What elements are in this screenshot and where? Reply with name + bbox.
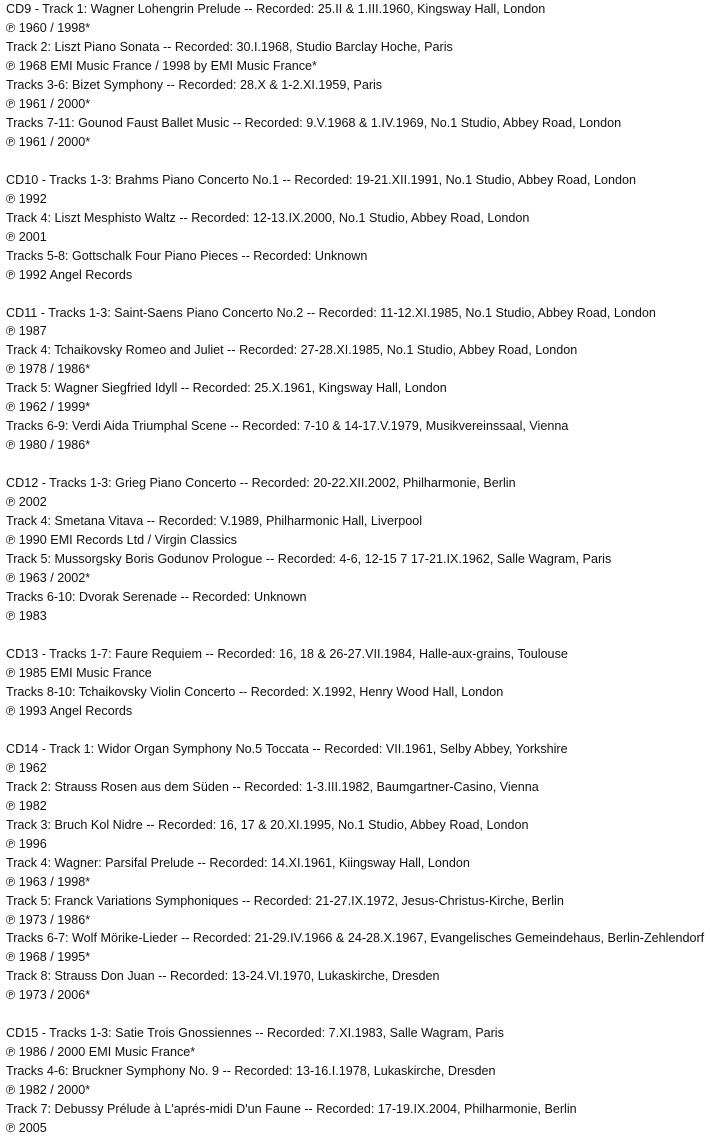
- track-line: CD9 - Track 1: Wagner Lohengrin Prelude -- Recorded: 25.II & 1.III.1960, Kingsway Hall, London: [6, 2, 546, 16]
- copyright-line: ℗ 1973 / 2006*: [6, 988, 91, 1003]
- disc-block-cd12: [6, 474, 710, 626]
- track-line: Tracks 4-6: Bruckner Symphony No. 9 -- Recorded: 13-16.I.1978, Lukaskirche, Dresden: [6, 1064, 496, 1079]
- track-line: Tracks 7-11: Gounod Faust Ballet Music -- Recorded: 9.V.1968 & 1.IV.1969, No.1 Studio, Abbey Road, London: [6, 115, 622, 130]
- copyright-line: ℗ 1985 EMI Music France: [6, 665, 152, 680]
- track-line: Track 4: Wagner: Parsifal Prelude -- Recorded: 14.XI.1961, Kiingsway Hall, London: [6, 855, 470, 870]
- track-line: Tracks 5-8: Gottschalk Four Piano Pieces -- Recorded: Unknown: [6, 248, 368, 263]
- copyright-line: ℗ 1963 / 1998*: [6, 874, 91, 889]
- track-line: Track 5: Wagner Siegfried Idyll -- Recorded: 25.X.1961, Kingsway Hall, London: [6, 381, 447, 396]
- disc-block-cd10: [6, 171, 710, 285]
- copyright-line: ℗ 2001: [6, 229, 47, 244]
- copyright-line: ℗ 1980 / 1986*: [6, 438, 91, 453]
- track-line: Track 7: Debussy Prélude à L'aprés-midi D'un Faune -- Recorded: 17-19.IX.2004, Philharmonie, Berlin: [6, 1102, 577, 1117]
- track-line: Tracks 6-10: Dvorak Serenade -- Recorded: Unknown: [6, 590, 307, 605]
- track-line: Tracks 6-7: Wolf Mörike-Lieder -- Recorded: 21-29.IV.1966 & 24-28.X.1967, Evangelisches Gemeindehaus, Berlin-Zehlendorf: [6, 931, 705, 946]
- track-line: CD13 - Tracks 1-7: Faure Requiem -- Recorded: 16, 18 & 26-27.VII.1984, Halle-aux-grains, Toulouse: [6, 646, 568, 661]
- copyright-line: ℗ 1982: [6, 798, 47, 813]
- copyright-line: ℗ 1962 / 1999*: [6, 400, 91, 415]
- track-line: Tracks 6-9: Verdi Aida Triumphal Scene -- Recorded: 7-10 & 14-17.V.1979, Musikvereinssaal, Vienna: [6, 419, 569, 434]
- copyright-line: ℗ 1962: [6, 760, 47, 775]
- copyright-line: ℗ 1963 / 2002*: [6, 571, 91, 586]
- track-line: Track 5: Mussorgsky Boris Godunov Prologue -- Recorded: 4-6, 12-15 7 17-21.IX.1962, Salle Wagram, Paris: [6, 552, 612, 567]
- copyright-line: ℗ 1990 EMI Records Ltd / Virgin Classics: [6, 533, 237, 548]
- track-listing: [6, 0, 710, 1138]
- track-line: Track 4: Tchaikovsky Romeo and Juliet -- Recorded: 27-28.XI.1985, No.1 Studio, Abbey Road, London: [6, 343, 578, 358]
- copyright-line: ℗ 1987: [6, 324, 47, 339]
- track-line: CD15 - Tracks 1-3: Satie Trois Gnossiennes -- Recorded: 7.XI.1983, Salle Wagram, Paris: [6, 1026, 504, 1041]
- copyright-line: ℗ 1982 / 2000*: [6, 1083, 91, 1098]
- track-line: CD10 - Tracks 1-3: Brahms Piano Concerto No.1 -- Recorded: 19-21.XII.1991, No.1 Studio, Abbey Road, London: [6, 172, 637, 187]
- copyright-line: ℗ 1960 / 1998*: [6, 20, 91, 35]
- copyright-line: ℗ 1961 / 2000*: [6, 134, 91, 149]
- disc-block-cd13: [6, 645, 710, 721]
- copyright-line: ℗ 1992 Angel Records: [6, 267, 133, 282]
- track-line: CD12 - Tracks 1-3: Grieg Piano Concerto -- Recorded: 20-22.XII.2002, Philharmonie, Berlin: [6, 476, 516, 491]
- track-line: Track 2: Strauss Rosen aus dem Süden -- Recorded: 1-3.III.1982, Baumgartner-Casino, Vienna: [6, 779, 539, 794]
- copyright-line: ℗ 1996: [6, 836, 47, 851]
- track-line: Tracks 8-10: Tchaikovsky Violin Concerto -- Recorded: X.1992, Henry Wood Hall, London: [6, 684, 504, 699]
- disc-block-cd9: [6, 0, 710, 152]
- track-line: CD11 - Tracks 1-3: Saint-Saens Piano Concerto No.2 -- Recorded: 11-12.XI.1985, No.1 Studio, Abbey Road, London: [6, 305, 656, 320]
- track-line: Track 2: Liszt Piano Sonata -- Recorded: 30.I.1968, Studio Barclay Hoche, Paris: [6, 39, 453, 54]
- track-line: Track 3: Bruch Kol Nidre -- Recorded: 16, 17 & 20.XI.1995, No.1 Studio, Abbey Road, London: [6, 817, 529, 832]
- copyright-line: ℗ 1983: [6, 609, 47, 623]
- copyright-line: ℗ 1973 / 1986*: [6, 912, 91, 927]
- track-line: Track 8: Strauss Don Juan -- Recorded: 13-24.VI.1970, Lukaskirche, Dresden: [6, 969, 440, 984]
- copyright-line: ℗ 2002: [6, 495, 47, 510]
- copyright-line: ℗ 1992: [6, 191, 47, 206]
- copyright-line: ℗ 1993 Angel Records: [6, 703, 133, 718]
- track-line: Track 4: Liszt Mesphisto Waltz -- Recorded: 12-13.IX.2000, No.1 Studio, Abbey Road, London: [6, 210, 530, 225]
- copyright-line: ℗ 1968 EMI Music France / 1998 by EMI Music France*: [6, 58, 317, 73]
- copyright-line: ℗ 1978 / 1986*: [6, 362, 91, 377]
- copyright-line: ℗ 2005: [6, 1121, 47, 1136]
- track-line: Tracks 3-6: Bizet Symphony -- Recorded: 28.X & 1-2.XI.1959, Paris: [6, 77, 383, 92]
- copyright-line: ℗ 1986 / 2000 EMI Music France*: [6, 1045, 196, 1060]
- track-line: Track 4: Smetana Vitava -- Recorded: V.1989, Philharmonic Hall, Liverpool: [6, 514, 423, 529]
- track-line: CD14 - Track 1: Widor Organ Symphony No.5 Toccata -- Recorded: VII.1961, Selby Abbey, Yorkshire: [6, 741, 568, 756]
- track-line: Track 5: Franck Variations Symphoniques -- Recorded: 21-27.IX.1972, Jesus-Christus-Kirche, Berlin: [6, 893, 564, 908]
- disc-block-cd11: [6, 304, 710, 456]
- copyright-line: ℗ 1968 / 1995*: [6, 950, 91, 965]
- copyright-line: ℗ 1961 / 2000*: [6, 96, 91, 111]
- disc-block-cd15: [6, 1024, 710, 1138]
- disc-block-cd14: [6, 740, 710, 1006]
